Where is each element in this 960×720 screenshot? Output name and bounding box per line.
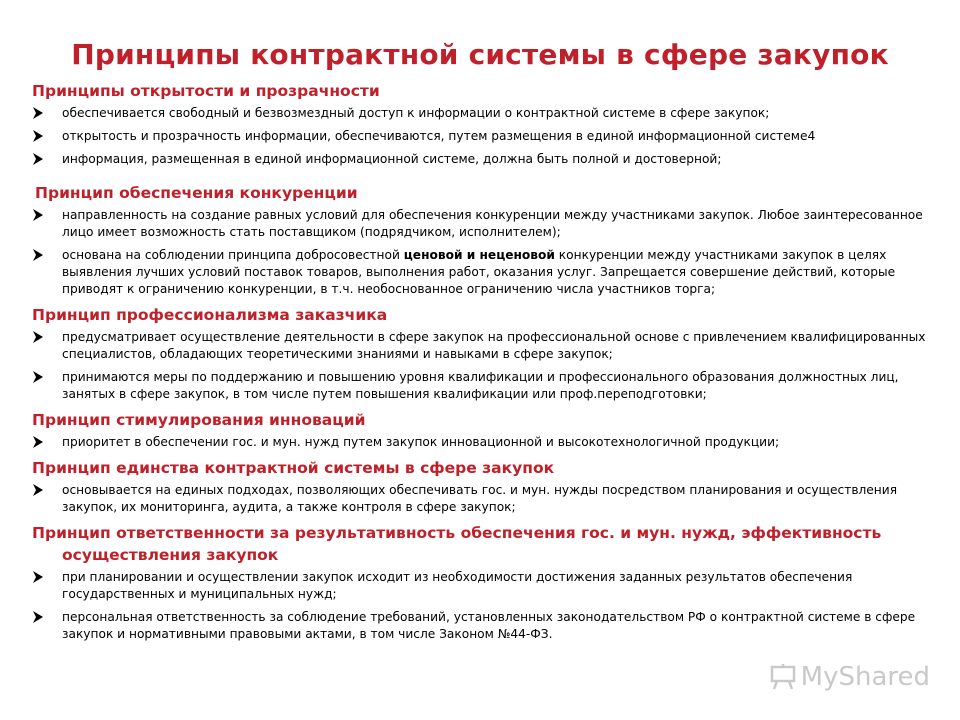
arrow-bullet-icon <box>32 571 44 583</box>
section-heading-openness: Принципы открытости и прозрачности <box>32 82 380 100</box>
list-item: при планировании и осуществлении закупок исходит из необходимости достижения заданных результатов обеспечения государственных и муниципальных нужд; <box>32 569 932 603</box>
section-heading-responsibility <box>32 522 932 566</box>
arrow-bullet-icon <box>32 436 44 448</box>
watermark <box>769 662 930 692</box>
unity-list <box>32 482 932 516</box>
section-heading-unity: Принцип единства контрактной системы в сфере закупок <box>32 459 555 477</box>
innovation-list <box>32 434 932 451</box>
arrow-bullet-icon <box>32 611 44 623</box>
principles-content <box>32 80 932 649</box>
arrow-bullet-icon <box>32 107 44 119</box>
responsibility-list <box>32 569 932 643</box>
list-item: основывается на единых подходах, позволяющих обеспечивать гос. и мун. нужды посредством планирования и осуществления закупок, их мониторинга, аудита, а также контроля в сфере закупок; <box>32 482 932 516</box>
page-title: Принципы контрактной системы в сфере закупок <box>71 38 889 71</box>
arrow-bullet-icon <box>32 153 44 165</box>
list-item: приоритет в обеспечении гос. и мун. нужд путем закупок инновационной и высокотехнологичной продукции; <box>32 434 932 451</box>
heading-line-1: Принцип ответственности за результативность обеспечения гос. и мун. нужд, эффективность <box>32 524 882 542</box>
arrow-bullet-icon <box>32 484 44 496</box>
heading-line-2: осуществления закупок <box>62 546 279 564</box>
list-item: направленность на создание равных условий для обеспечения конкуренции между участниками закупок. Любое заинтересованное лицо имеет возможность стать поставщиком (подрядчиком, исполнителем); <box>32 207 932 241</box>
list-item: информация, размещенная в единой информационной системе, должна быть полной и достоверной; <box>32 151 932 168</box>
list-item: обеспечивается свободный и безвозмездный доступ к информации о контрактной системе в сфере закупок; <box>32 105 932 122</box>
section-heading-professionalism: Принцип профессионализма заказчика <box>32 306 388 324</box>
list-item: открытость и прозрачность информации, обеспечиваются, путем размещения в единой информационной системе4 <box>32 128 932 145</box>
openness-list <box>32 105 932 168</box>
bold-phrase: ценовой и неценовой <box>403 248 555 262</box>
arrow-bullet-icon <box>32 249 44 261</box>
watermark-text: MyShared <box>800 662 930 692</box>
list-item: основана на соблюдении принципа добросовестной ценовой и неценовой конкуренции между участниками закупок в целях выявления лучших условий поставок товаров, выполнения работ, оказания услуг. Запрещается совершение действий, которые приводят к ограничению конкуренции, в т.ч. необоснованное ограничению числа участников торга; <box>32 247 932 298</box>
presentation-board-icon <box>769 663 797 691</box>
competition-list <box>32 207 932 298</box>
arrow-bullet-icon <box>32 130 44 142</box>
arrow-bullet-icon <box>32 209 44 221</box>
arrow-bullet-icon <box>32 371 44 383</box>
list-item: принимаются меры по поддержанию и повышению уровня квалификации и профессионального образования должностных лиц, занятых в сфере закупок, в том числе путем повышения квалификации или проф.переподготовки; <box>32 369 932 403</box>
list-item: предусматривает осуществление деятельности в сфере закупок на профессиональной основе с привлечением квалифицированных специалистов, обладающих теоретическими знаниями и навыками в сфере закупок; <box>32 329 932 363</box>
section-heading-competition: Принцип обеспечения конкуренции <box>35 184 358 202</box>
section-heading-innovation: Принцип стимулирования инноваций <box>32 411 366 429</box>
list-item: персональная ответственность за соблюдение требований, установленных законодательством РФ о контрактной системе в сфере закупок и нормативными правовыми актами, в том числе Законом №44-ФЗ. <box>32 609 932 643</box>
arrow-bullet-icon <box>32 331 44 343</box>
professionalism-list <box>32 329 932 403</box>
